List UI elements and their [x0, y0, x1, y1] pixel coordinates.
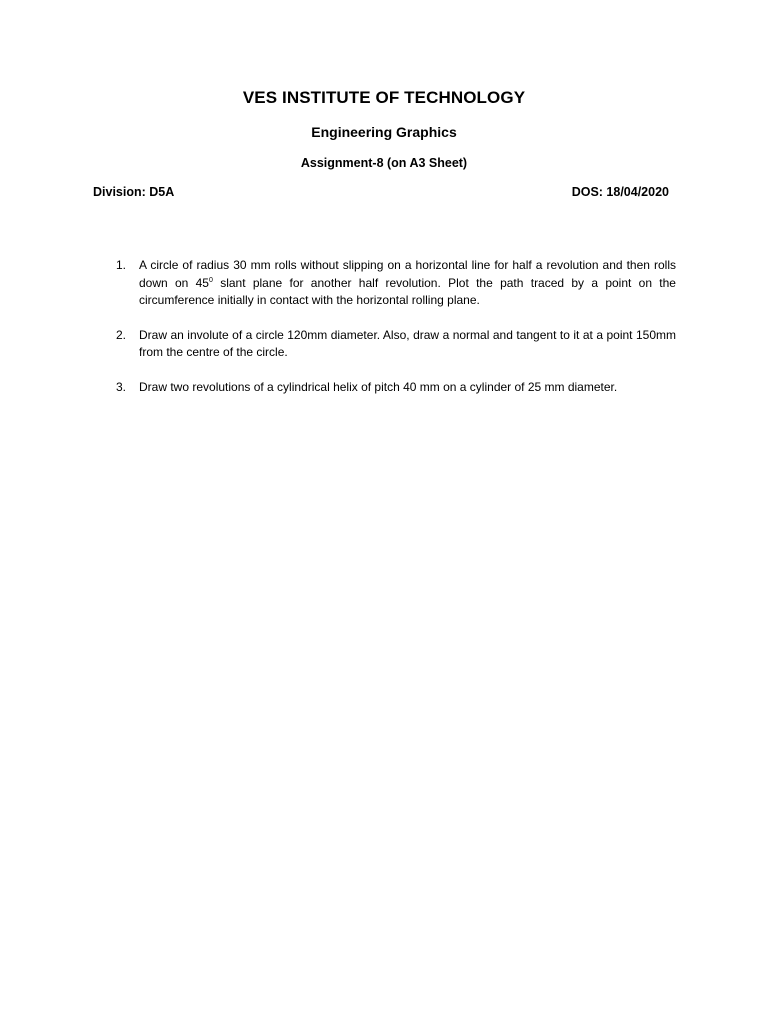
date-of-submission: DOS: 18/04/2020 — [571, 185, 669, 199]
institute-title: VES INSTITUTE OF TECHNOLOGY — [242, 88, 526, 107]
division-label: Division: D5A — [93, 185, 175, 199]
degree-superscript: 0 — [208, 276, 213, 284]
question-item-2 — [116, 327, 676, 362]
question-text: Draw two revolutions of a cylindrical helix of pitch 40 mm on a cylinder of 25 mm diameter. — [139, 379, 618, 394]
question-text: A circle of radius 30 mm rolls without slipping on a horizontal line for half a revolution and then rolls down on $45^0$ slant plane for another half revolution. Plot the path traced by a point on the circumference initially in contact with the horizontal rolling plane. — [139, 258, 676, 308]
subject-title: Engineering Graphics — [311, 124, 457, 140]
assignment-title: Assignment-8 (on A3 Sheet) — [300, 156, 468, 170]
question-item-1 — [116, 257, 676, 310]
question-number: 2. — [116, 327, 127, 342]
question-text: Draw an involute of a circle 120mm diameter. Also, draw a normal and tangent to it at a point 150mm from the centre of the circle. — [139, 327, 676, 360]
question-item-3 — [116, 379, 676, 397]
question-number: 1. — [116, 258, 127, 272]
question-list — [116, 257, 676, 414]
question-number: 3. — [116, 379, 127, 394]
